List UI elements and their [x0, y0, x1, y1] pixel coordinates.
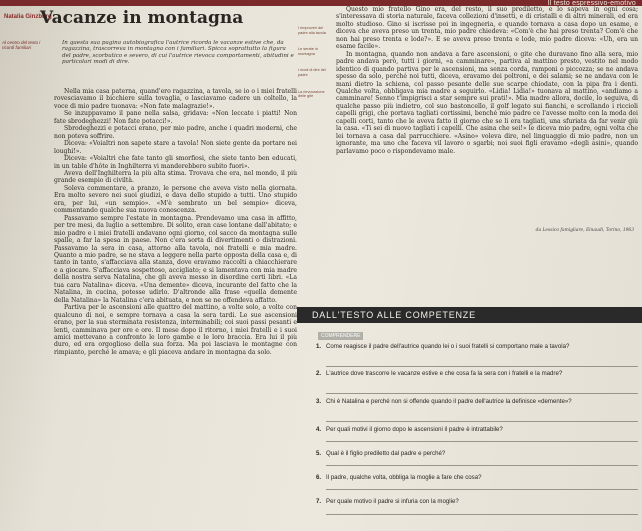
question-item: [316, 450, 641, 458]
margin-note: I modi di dire del padre: [298, 68, 326, 77]
paragraph: Nella mia casa paterna, quand'ero ragazzina, a tavola, se io o i miei fratelli rovesciavamo il bicchiere sulla tovaglia, o lasciavamo cadere un coltello, la voce di mio padre tuonava: «Non fate malagrazie!».: [54, 88, 297, 110]
question-number: 1.: [316, 343, 322, 350]
question-text: Come reagisce il padre dell'autrice quando lei o i suoi fratelli si comportano male a tavola?: [326, 343, 570, 350]
question-number: 7.: [316, 498, 322, 505]
question-text: Il padre, qualche volta, obbliga la moglie a fare che cosa?: [326, 474, 482, 481]
section-tag: Il testo espressivo-emotivo: [547, 0, 636, 7]
question-item: [316, 398, 641, 406]
paragraph: In montagna, quando non andava a fare ascensioni, o gite che duravano fino alla sera, mio padre andava però, tutti i giorni, «a camminare», partiva al mattino presto, vestito nel modo identico di quando partiva per le ascensioni, ma senza corda, ramponi o piccozza; se ne andava spesso da solo, perché noi tutti, diceva, eravamo dei poltroni, e dei salami; se ne andava con le mani dietro la schiena, col passo pesante delle sue scarpe chiodate, con la pipa fra i denti. Qualche volta, obbligava mia madre a seguirlo. «Lidia! Lidia!» tuonava al mattino, «andiamo a camminare! Senno t'impigrisci a star sempre sui prati!». Mia madre allora, docile, lo seguiva, di qualche passo più indietro, col suo bastoncello, il golf legato sui fianchi, e scrollando i riccioli capelli grigi, che portava tagliati cortissimi, benché mio padre ce l'avesse molto con la moda dei capelli corti, tanto che le aveva fatto il giorno che se li era tagliati, una sfuriata da far venir giù la casa. «Ti sei di nuovo tagliati i capelli. Che asina che sei!» le diceva mio padre, ogni volta che lei tornava a casa dal parrucchiere. «Asino» voleva dire, nel linguaggio di mio padre, non un ignorante, ma uno che faceva vil lavoro o sgarbi; noi suoi figli eravamo «degli asini», quando parlavamo poco o rispondevamo male.: [336, 50, 638, 155]
question-number: 4.: [316, 426, 322, 433]
answer-line[interactable]: [326, 489, 638, 490]
paragraph: Se inzuppavamo il pane nella salsa, gridava: «Non leccate i piatti! Non fate sbrodeghezzi! Non fate potacci!».: [54, 110, 297, 125]
side-note: Al centro del testo i ricordi familiari: [2, 40, 41, 50]
question-item: [316, 474, 641, 482]
paragraph: Passavamo sempre l'estate in montagna. Prendevamo una casa in affitto, per tre mesi, da luglio a settembre. Di solito, eran case lontane dall'abitato; e mio padre e i miei fratelli andavano ogni giorno, col sacco da montagna sulle spalle, a far la spesa in paese. Non c'era sorta di divertimenti o distrazioni. Passavamo la sera in casa, attorno alla tavola, noi fratelli e mia madre. Quanto a mio padre, se ne stava a leggere nella parte opposta della casa e, di tanto in tanto, s'affacciava alla stanza, dove eravamo raccolti a chiacchierare e a giocare. S'affacciava sospettoso, accigliato; e si lamentava con mia madre della nostra serva Natalina, che gli aveva messo in disordine certi libri. «La tua cara Natalina» diceva. «Una demente» diceva, incurante del fatto che la Natalina, in cucina, potesse udirlo. D'altronde alla frase «quella demente della Natalina» la Natalina c'era abituata, e non se ne offendeva affatto.: [54, 214, 297, 304]
margin-note: I rimproveri del padre alla tavola: [298, 26, 326, 35]
question-item: [316, 426, 641, 434]
question-item: [316, 343, 641, 351]
question-text: Chi è Natalina e perché non si offende quando il padre dell'autrice la definisce «demente»?: [326, 398, 572, 405]
right-column: [336, 6, 638, 155]
source-citation: da Lessico famigliare, Einaudi, Torino, 1963: [535, 228, 634, 233]
answer-line[interactable]: [326, 421, 638, 422]
paragraph: Questo mio fratello Gino era, del resto, il suo prediletto, e lo sapeva in ogni cosa; s'interessava di storia naturale, faceva collezioni d'insetti, e di cristalli e di altri minerali, ed era molto studioso. Gino si iscrisse poi in ingegneria, e quando tornava a casa dopo un esame, e diceva che aveva preso un trenta, mio padre chiedeva: «Com'è che hai preso trenta? Com'è che non hai preso trenta e lode?». E se aveva preso trenta e lode, mio padre diceva: «Uh, era un esame facile».: [336, 6, 638, 51]
paragraph: Aveva dell'Inghilterra la più alta stima. Trovava che era, nel mondo, il più grande esempio di civiltà.: [54, 169, 297, 185]
paragraph: Soleva commentare, a pranzo, le persone che aveva visto nella giornata. Era molto severo nei suoi giudizi, e dava dello stupido a tutti. Uno stupido era, per lui, «un sempio». «M'è sembrato un bel sempio» diceva, commentando qualche sua nuova conoscenza.: [54, 184, 297, 215]
question-item: [316, 370, 641, 378]
question-text: L'autrice dove trascorre le vacanze estive e che cosa fa la sera con i fratelli e la madre?: [326, 370, 563, 377]
intro-text: In questa sua pagina autobiografica l'autrice ricorda le vacanze estive che, da ragazzina, trascorreva in montagna con i familiari. Spicca soprattutto la figura del padre, scorbutico e severo, di cui l'autrice rievoca comportamenti, abitudini e particolari modi di dire.: [62, 40, 294, 66]
margin-note: La rievocazione delle gite: [298, 89, 325, 99]
question-number: 6.: [316, 474, 322, 481]
margin-note: Le serate in montagna: [298, 47, 318, 56]
paragraph: Diceva: «Voialtri non sapete stare a tavola! Non siete gente da portare nei loughi!».: [54, 140, 297, 155]
question-number: 3.: [316, 398, 322, 405]
question-text: Qual è il figlio prediletto dal padre e perché?: [326, 450, 446, 457]
question-number: 5.: [316, 450, 322, 457]
exercise-band-title: DALL'TESTO ALLE COMPETENZE: [312, 310, 476, 320]
paragraph: Partiva per le ascensioni alle quattro del mattino, a volte solo, a volte con qualcuno di noi, e sempre tornava a casa la sera tardi. Le sue ascensioni erano, per la sua sterminata resistenza, interminabili; coi suoi passi pesanti e lenti, camminava per ore e ore. Il mese dopo il ritorno, i miei fratelli e i suoi amici mettevano a confronto le loro gambe e le loro braccia. Era lui il più duro, ed era orgoglioso della sua forza. Ma poi lasciava le montagne con rimpianto, perché le amava; e gli piaceva andare in montagna da solo.: [54, 304, 297, 356]
left-column: [54, 88, 297, 356]
paragraph: Sbrodeghezzi e potacci erano, per mio padre, anche i quadri moderni, che non poteva soffrire.: [54, 125, 297, 140]
question-item: [316, 498, 641, 506]
question-number: 2.: [316, 370, 322, 377]
question-text: Per quale motivo il padre si infuria con la moglie?: [326, 498, 459, 505]
paragraph: Diceva: «Voialtri che fate tanto gli smorfiosi, che siete tanto ben educati, in un table d'hôte in Inghilterra vi manderebbero subito fuori».: [54, 155, 297, 170]
answer-line[interactable]: [326, 465, 638, 466]
comprehension-tag: COMPRENDERE: [318, 332, 363, 340]
answer-line[interactable]: [326, 514, 638, 515]
answer-line[interactable]: [326, 366, 638, 367]
margin-notes: [298, 26, 332, 111]
page-title: Vacanze in montagna: [40, 8, 244, 28]
question-text: Per quali motivi il giorno dopo le ascensioni il padre è intrattabile?: [326, 426, 503, 433]
answer-line[interactable]: [326, 393, 638, 394]
answer-line[interactable]: [326, 441, 638, 442]
author-name: Natalia Ginzburg: [4, 14, 52, 20]
